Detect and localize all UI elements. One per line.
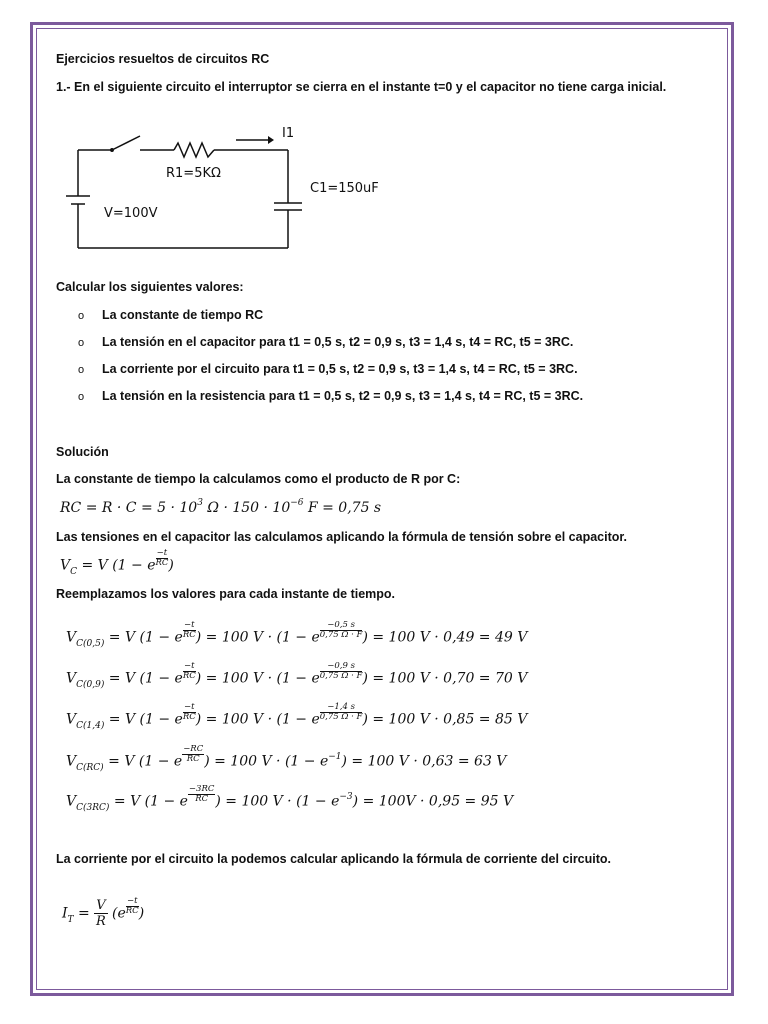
list-item: La tensión en el capacitor para t1 = 0,5 s, t2 = 0,9 s, t3 = 1,4 s, t4 = RC, t5 = 3RC. [102, 335, 574, 349]
list-item: La tensión en la resistencia para t1 = 0,5 s, t2 = 0,9 s, t3 = 1,4 s, t4 = RC, t5 = 3RC. [102, 389, 584, 403]
calc-heading: Calcular los siguientes valores: [56, 280, 244, 294]
solution-text: Reemplazamos los valores para cada instante de tiempo. [56, 587, 396, 601]
bullet-marker: o [78, 364, 85, 376]
formula-time-constant: RC = $R \cdot C = 5 \cdot 10^3$ $\Omega \cdot 150 \cdot 10^{-6}$ F = 0,75 s [60, 498, 382, 516]
equation-row: $V_{C(0,5)} = V$ (1 − e $\frac{-t}{RC}$ ) = 100 V · (1 − e $\frac{-0,5 s}{0,75 \Omega \cdot F}$ ) = 100 V · 0,49 = 49 V [66, 620, 528, 649]
equation-row: $V_{C(RC)} = V$ (1 − e $\frac{-RC}{RC}$ ) = 100 $V \cdot (1 - e^{-1}) = 100$ V · 0,63 = 63 V [66, 744, 507, 773]
document-title: Ejercicios resueltos de circuitos RC [56, 52, 270, 66]
switch [112, 136, 140, 150]
source-label: V=100V [104, 206, 158, 221]
equation-row: $V_{C(3RC)} = V$ (1 − e $\frac{-3RC}{RC}$ ) = 100 $V \cdot (1 - e^{-3}) = 100V \cdot 0,95 = 95$ V [66, 784, 514, 813]
solution-text: La corriente por el circuito la podemos calcular aplicando la fórmula de corriente del circuito. [56, 852, 612, 866]
current-label: I1 [282, 126, 295, 141]
equation-row: $V_{C(1,4)} = V$ (1 − e $\frac{-t}{RC}$ ) = 100 V · (1 − e $\frac{-1,4 s}{0,75 \Omega \cdot F}$ ) = 100 V · 0,85 = 85 V [66, 702, 528, 731]
list-item: La constante de tiempo RC [102, 308, 264, 322]
solution-text: La constante de tiempo la calculamos como el producto de R por C: [56, 472, 461, 486]
capacitor-label: C1=150uF [310, 181, 379, 196]
bullet-marker: o [78, 391, 85, 403]
list-item: La corriente por el circuito para t1 = 0,5 s, t2 = 0,9 s, t3 = 1,4 s, t4 = RC, t5 = 3RC. [102, 362, 578, 376]
intro-text: 1.- En el siguiente circuito el interruptor se cierra en el instante t=0 y el capacitor no tiene carga inicial. [56, 80, 667, 94]
solution-heading: Solución [56, 445, 109, 459]
solution-text: Las tensiones en el capacitor las calculamos aplicando la fórmula de tensión sobre el capacitor. [56, 530, 628, 544]
bullet-marker: o [78, 310, 85, 322]
equation-row: $V_{C(0,9)} = V$ (1 − e $\frac{-t}{RC}$ ) = 100 V · (1 − e $\frac{-0,9 s}{0,75 \Omega \cdot F}$ ) = 100 V · 0,70 = 70 V [66, 661, 528, 690]
formula-circuit-current: $I_T$ = $\frac{V}{R}$ (e $\frac{-t}{RC}$ ) [62, 896, 145, 929]
bullet-marker: o [78, 337, 85, 349]
current-arrow-icon [268, 136, 274, 144]
formula-capacitor-voltage: $V_C = V$ (1 − e $\frac{-t}{RC}$ ) [60, 548, 174, 577]
resistor-label: R1=5KΩ [166, 166, 221, 181]
